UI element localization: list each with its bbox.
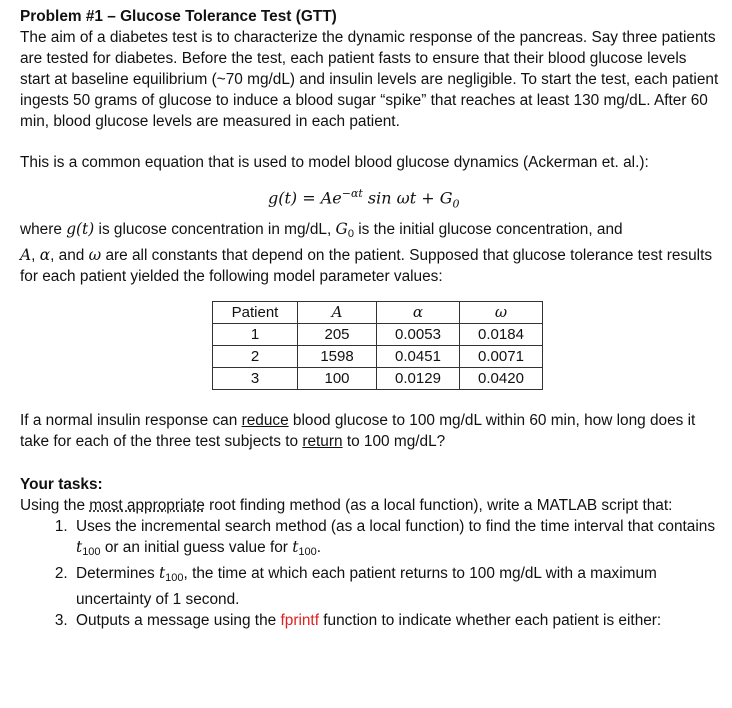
most-appropriate-term: most appropriate	[89, 497, 205, 514]
fprintf-term: fprintf	[280, 612, 319, 629]
intro-paragraph: The aim of a diabetes test is to characterize the dynamic response of the pancreas. Say three patients are tested for diabetes. Before the test, each patient fasts to ensure that their blood glucose levels start at baseline equilibrium (~70 mg/dL) and insulin levels are negligible. To start the test, each patient ingests 50 grams of glucose to induce a blood sugar “spike” that reaches at least 130 mg/dL. After 60 min, blood glucose levels are measured in each patient.	[20, 29, 719, 130]
return-term: return	[302, 433, 343, 450]
cell-A: 100	[298, 368, 377, 390]
equation-rhs: sin ωt + G	[362, 188, 453, 208]
tasks-heading: Your tasks:	[20, 476, 103, 493]
cell-omega: 0.0071	[460, 346, 543, 368]
header-omega: ω	[460, 302, 543, 324]
parameter-table	[212, 301, 543, 390]
cell-alpha: 0.0053	[377, 324, 460, 346]
where-paragraph: where g(t) is glucose concentration in mg/dL, $G_0$ is the initial glucose concentration, and A, α, and ω are all constants that depend on the patient. Supposed that glucose tolerance test results for each patient yielded the following model parameter values:	[20, 220, 713, 285]
cell-alpha: 0.0129	[377, 368, 460, 390]
cell-alpha: 0.0451	[377, 346, 460, 368]
list-item: 3. Outputs a message using the fprintf function to indicate whether each patient is either:	[72, 610, 720, 631]
tasks-lead: Using the most appropriate root finding method (as a local function), write a MATLAB script that:	[20, 497, 673, 514]
cell-omega: 0.0184	[460, 324, 543, 346]
cell-patient: 3	[213, 368, 298, 390]
equation-exponent: −αt	[341, 187, 363, 200]
cell-omega: 0.0420	[460, 368, 543, 390]
task-list	[20, 516, 720, 631]
table-row	[213, 324, 543, 346]
cell-patient: 1	[213, 324, 298, 346]
equation-sub: 0	[452, 197, 460, 211]
question-paragraph: If a normal insulin response can reduce blood glucose to 100 mg/dL within 60 min, how long does it take for each of the three test subjects to return to 100 mg/dL?	[20, 412, 696, 450]
cell-A: 1598	[298, 346, 377, 368]
header-alpha: α	[377, 302, 460, 324]
header-patient: Patient	[213, 302, 298, 324]
model-equation	[20, 183, 720, 209]
list-item: 2. Determines $t_{100}$, the time at which each patient returns to 100 mg/dL with a maximum uncertainty of 1 second.	[72, 563, 720, 610]
table-header-row	[213, 302, 543, 324]
table-row	[213, 368, 543, 390]
reduce-term: reduce	[241, 412, 289, 429]
table-row	[213, 346, 543, 368]
equation-lhs: g(t) = Ae	[268, 188, 342, 208]
cell-A: 205	[298, 324, 377, 346]
cell-patient: 2	[213, 346, 298, 368]
model-intro: This is a common equation that is used to model blood glucose dynamics (Ackerman et. al.):	[20, 154, 649, 171]
list-item: 1. Uses the incremental search method (as a local function) to find the time interval that contains $t_{100}$ or an initial guess value for $t_{100}$.	[72, 516, 720, 563]
header-A: A	[298, 302, 377, 324]
document	[20, 6, 720, 631]
problem-title: Problem #1 – Glucose Tolerance Test (GTT)	[20, 8, 337, 25]
